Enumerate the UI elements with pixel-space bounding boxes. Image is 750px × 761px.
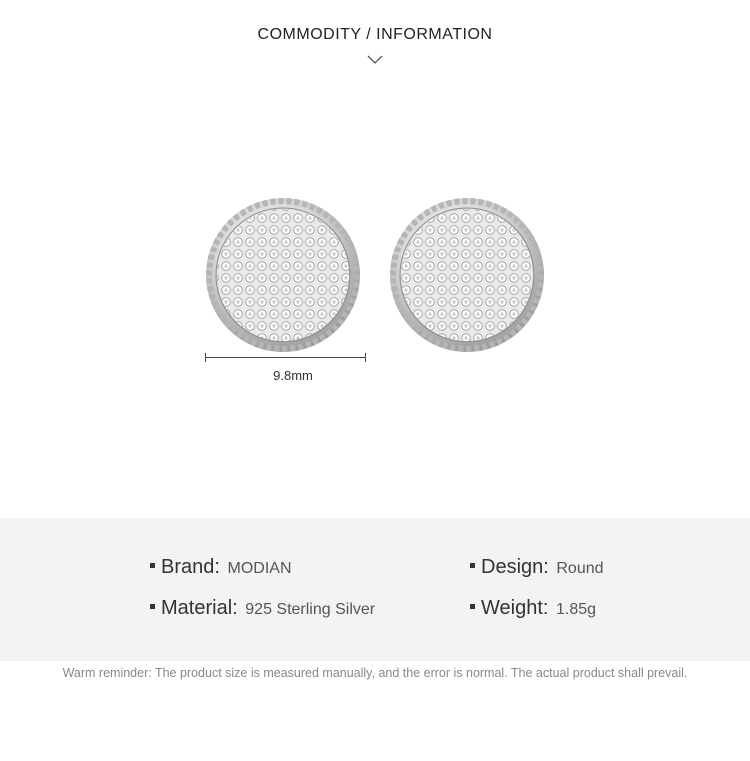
spec-material xyxy=(150,597,375,620)
bullet-icon xyxy=(470,563,475,568)
spec-brand-label: Brand: xyxy=(161,556,220,578)
dimension-line xyxy=(205,353,366,363)
spec-weight xyxy=(470,597,596,620)
dimension-bar xyxy=(205,357,366,358)
bullet-icon xyxy=(470,604,475,609)
dimension-label: 9.8mm xyxy=(273,368,313,383)
earring-left xyxy=(206,198,360,352)
spec-panel xyxy=(0,518,750,661)
spec-weight-value: 1.85g xyxy=(556,601,597,618)
spec-material-value: 925 Sterling Silver xyxy=(245,601,376,618)
section-title: COMMODITY / INFORMATION xyxy=(257,26,493,43)
warm-reminder: Warm reminder: The product size is measured manually, and the error is normal. The actual product shall prevail. xyxy=(62,666,688,680)
spec-design-label: Design: xyxy=(481,556,549,578)
spec-design xyxy=(470,556,604,579)
dimension-tick-left xyxy=(205,353,206,362)
chevron-down-icon xyxy=(366,54,384,66)
dimension-tick-right xyxy=(365,353,366,362)
spec-brand xyxy=(150,556,292,579)
spec-brand-value: MODIAN xyxy=(227,560,292,577)
bullet-icon xyxy=(150,563,155,568)
bullet-icon xyxy=(150,604,155,609)
spec-material-label: Material: xyxy=(161,597,238,619)
earring-right xyxy=(390,198,544,352)
spec-weight-label: Weight: xyxy=(481,597,549,619)
spec-design-value: Round xyxy=(556,560,604,577)
